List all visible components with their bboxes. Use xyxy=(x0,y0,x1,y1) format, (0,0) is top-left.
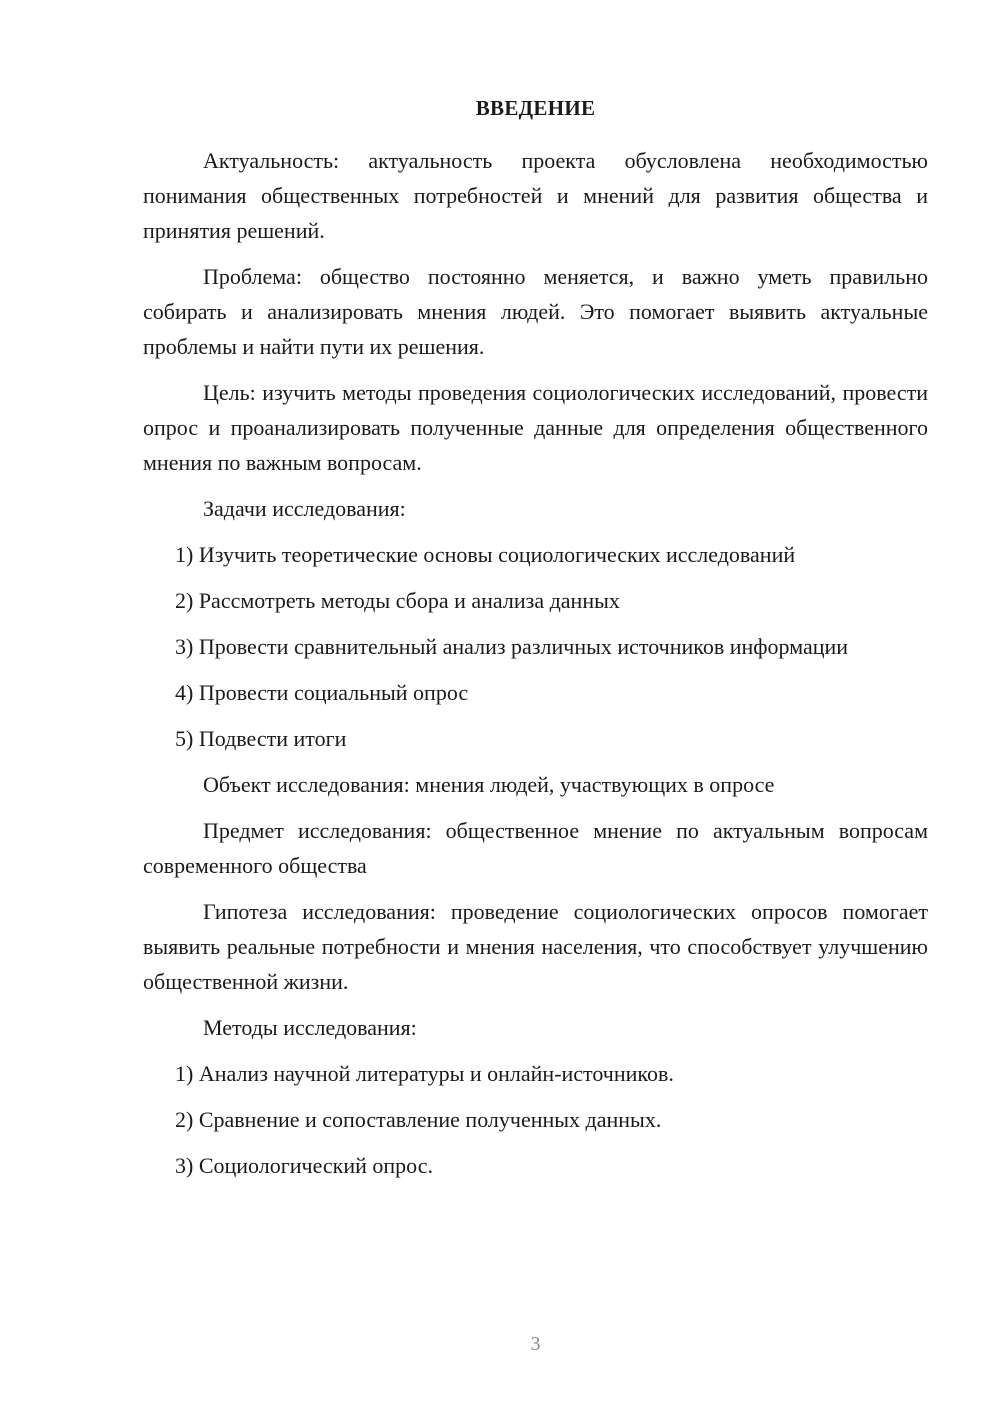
paragraph-subject: Предмет исследования: общественное мнение по актуальным вопросам современного общества xyxy=(143,818,928,878)
task-item-4: 4) Провести социальный опрос xyxy=(175,680,469,705)
paragraph-methods-heading: Методы исследования: xyxy=(203,1015,417,1040)
method-item-2: 2) Сравнение и сопоставление полученных данных. xyxy=(175,1107,662,1132)
method-item-3: 3) Социологический опрос. xyxy=(175,1153,433,1178)
document-page xyxy=(143,0,928,1414)
paragraph-goal: Цель: изучить методы проведения социологических исследований, провести опрос и проанализировать полученные данные для определения общественного мнения по важным вопросам. xyxy=(143,380,928,475)
paragraph-tasks-heading: Задачи исследования: xyxy=(203,496,406,521)
task-item-5: 5) Подвести итоги xyxy=(175,726,347,751)
task-item-2: 2) Рассмотреть методы сбора и анализа данных xyxy=(175,588,620,613)
paragraph-relevance: Актуальность: актуальность проекта обусловлена необходимостью понимания общественных потребностей и мнений для развития общества и принятия решений. xyxy=(143,148,928,243)
task-item-3: 3) Провести сравнительный анализ различных источников информации xyxy=(175,634,849,659)
page-title: ВВЕДЕНИЕ xyxy=(475,96,596,120)
task-item-1: 1) Изучить теоретические основы социологических исследований xyxy=(175,542,796,567)
paragraph-problem: Проблема: общество постоянно меняется, и важно уметь правильно собирать и анализировать мнения людей. Это помогает выявить актуальные проблемы и найти пути их решения. xyxy=(143,264,928,359)
paragraph-hypothesis: Гипотеза исследования: проведение социологических опросов помогает выявить реальные потребности и мнения населения, что способствует улучшению общественной жизни. xyxy=(143,899,928,994)
method-item-1: 1) Анализ научной литературы и онлайн-источников. xyxy=(175,1061,674,1086)
paragraph-object: Объект исследования: мнения людей, участвующих в опросе xyxy=(203,772,775,797)
page-number: 3 xyxy=(530,1333,541,1355)
body-text xyxy=(143,143,928,1194)
